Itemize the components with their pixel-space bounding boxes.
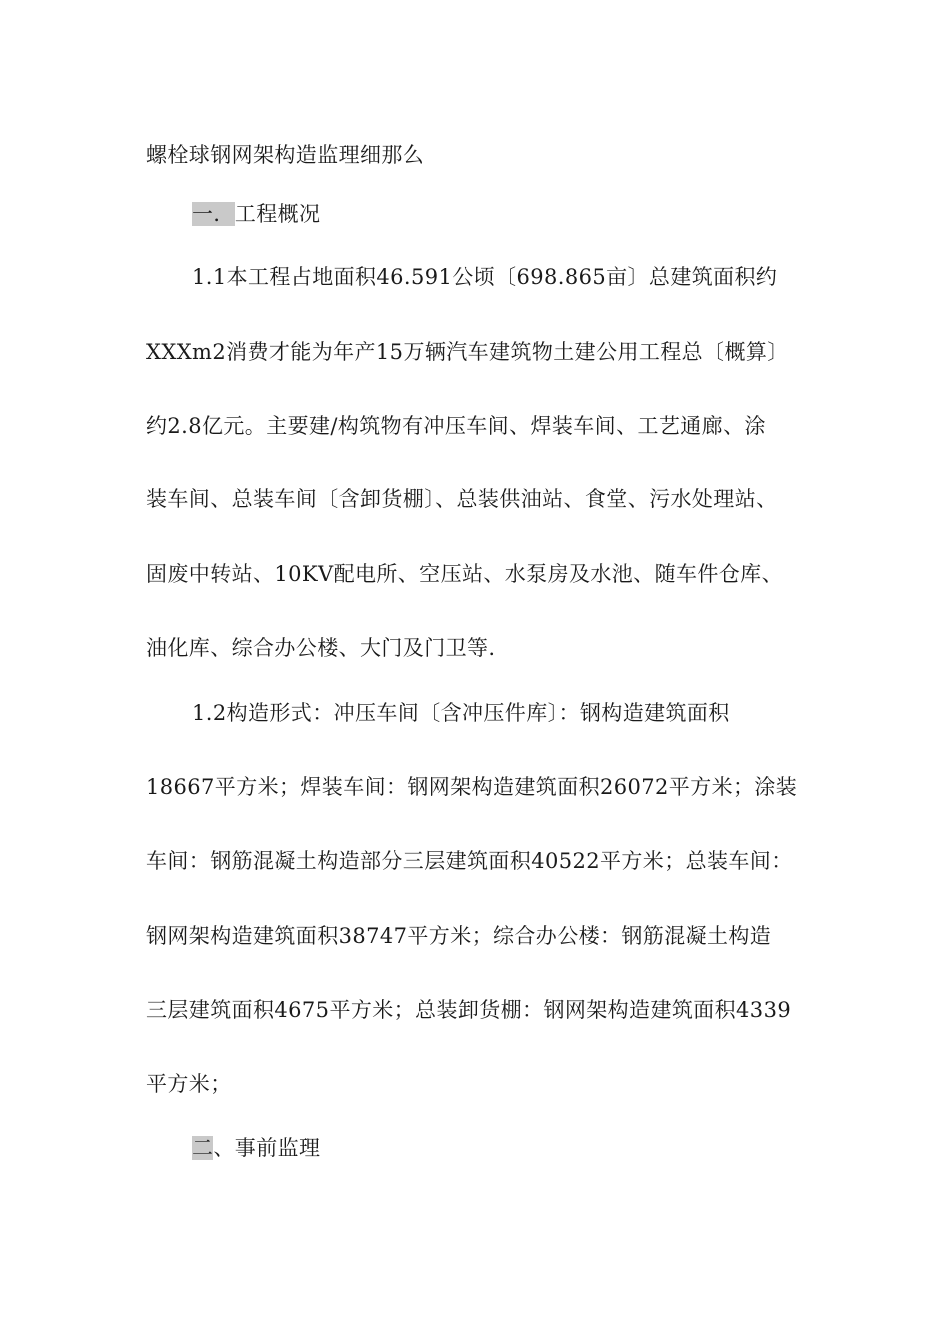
paragraph-line: XXXm2消费才能为年产15万辆汽车建筑物土建公用工程总〔概算〕: [146, 340, 789, 364]
paragraph-line: 1.2构造形式：冲压车间〔含冲压件库〕：钢构造建筑面积: [192, 701, 730, 725]
section-heading-1: [192, 199, 882, 229]
section-heading-2: [192, 1133, 882, 1163]
paragraph-line: 装车间、总装车间〔含卸货棚〕、总装供油站、食堂、污水处理站、: [146, 487, 778, 511]
paragraph-line: 约2.8亿元。主要建/构筑物有冲压车间、焊装车间、工艺通廊、涂: [146, 414, 766, 438]
paragraph-line: 1.1本工程占地面积46.591公顷〔698.865亩〕总建筑面积约: [192, 265, 778, 289]
paragraph-line: 固废中转站、10KV配电所、空压站、水泵房及水池、随车件仓库、: [146, 562, 783, 586]
paragraph-line: 平方米；: [146, 1072, 232, 1096]
document-title: 螺栓球钢网架构造监理细那么: [146, 143, 425, 167]
paragraph-line: 18667平方米；焊装车间：钢网架构造建筑面积26072平方米；涂装: [146, 775, 798, 799]
section-number-highlight: 二: [192, 1136, 214, 1160]
section-number-highlight: 一．: [192, 202, 235, 226]
paragraph-line: 钢网架构造建筑面积38747平方米；综合办公楼：钢筋混凝土构造: [146, 924, 772, 948]
paragraph-line: 车间：钢筋混凝土构造部分三层建筑面积40522平方米；总装车间：: [146, 849, 793, 873]
paragraph-line: 三层建筑面积4675平方米；总装卸货棚：钢网架构造建筑面积4339: [146, 998, 792, 1022]
section-heading-text: 工程概况: [234, 202, 321, 226]
section-heading-text: 、事前监理: [213, 1136, 321, 1160]
paragraph-line: 油化库、综合办公楼、大门及门卫等.: [146, 636, 496, 660]
